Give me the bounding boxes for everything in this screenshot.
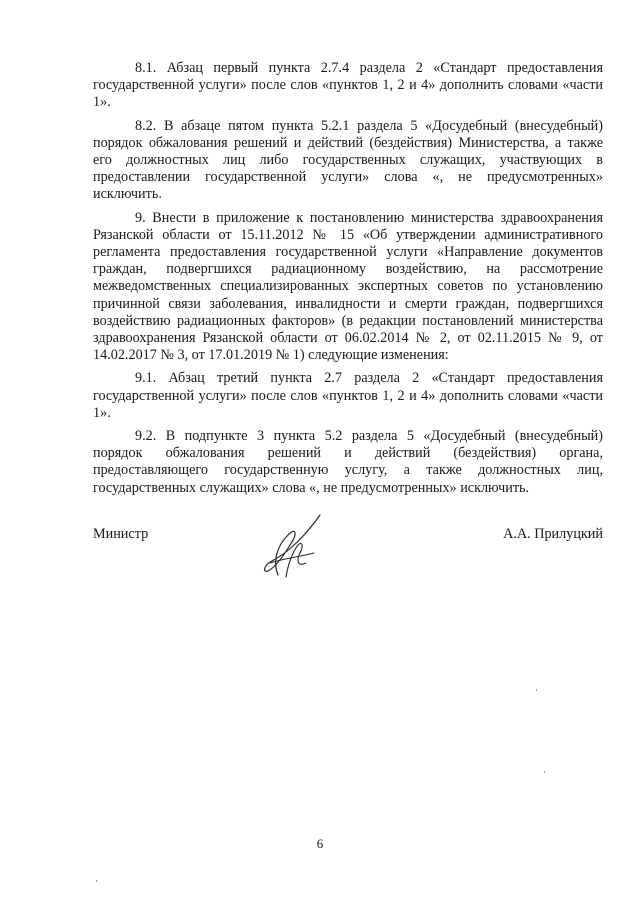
paragraph-9: 9. Внести в приложение к постановлению министерства здравоохранения Рязанской области от 15.11.2012 № 15 «Об утверждении административного регламента предоставления государственной услуги «Направление документов граждан, подвергшихся радиационному воздействию, на рассмотрение межведомственных специализированных экспертных советов по установлению причинной связи заболевания, инвалидности и смерти граждан, подвергшихся воздействию радиационных факторов» (в редакции постановлений министерства здравоохранения Рязанской области от 06.02.2014 № 2, от 02.11.2015 № 9, от 14.02.2017 № 3, от 17.01.2019 № 1) следующие изменения: — [93, 209, 603, 364]
page-number: 6 — [316, 836, 324, 851]
scan-speck — [96, 880, 97, 882]
document-body — [93, 60, 603, 503]
scan-speck — [544, 771, 545, 773]
paragraph-9-1: 9.1. Абзац третий пункта 2.7 раздела 2 «Стандарт предоставления государственной услуги» после слов «пунктов 1, 2 и 4» дополнить словами «части 1». — [93, 370, 603, 421]
signatory-name: А.А. Прилуцкий — [503, 526, 603, 542]
paragraph-9-2: 9.2. В подпункте 3 пункта 5.2 раздела 5 «Досудебный (внесудебный) порядок обжалования решений и действий (бездействия) органа, предоставляющего государственную услугу, а также должностных лиц, государственных служащих» слова «, не предусмотренных» исключить. — [93, 428, 603, 496]
handwritten-signature-image — [258, 505, 328, 585]
signatory-title: Министр — [93, 526, 149, 542]
scan-speck — [536, 689, 537, 691]
paragraph-8-2: 8.2. В абзаце пятом пункта 5.2.1 раздела 5 «Досудебный (внесудебный) порядок обжалования решений и действий (бездействия) Министерства, а также его должностных лиц либо государственных служащих, участвующих в предоставлении государственной услуги» слова «, не предусмотренных» исключить. — [93, 117, 603, 203]
paragraph-8-1: 8.1. Абзац первый пункта 2.7.4 раздела 2 «Стандарт предоставления государственной услуги» после слов «пунктов 1, 2 и 4» дополнить словами «части 1». — [93, 60, 603, 111]
